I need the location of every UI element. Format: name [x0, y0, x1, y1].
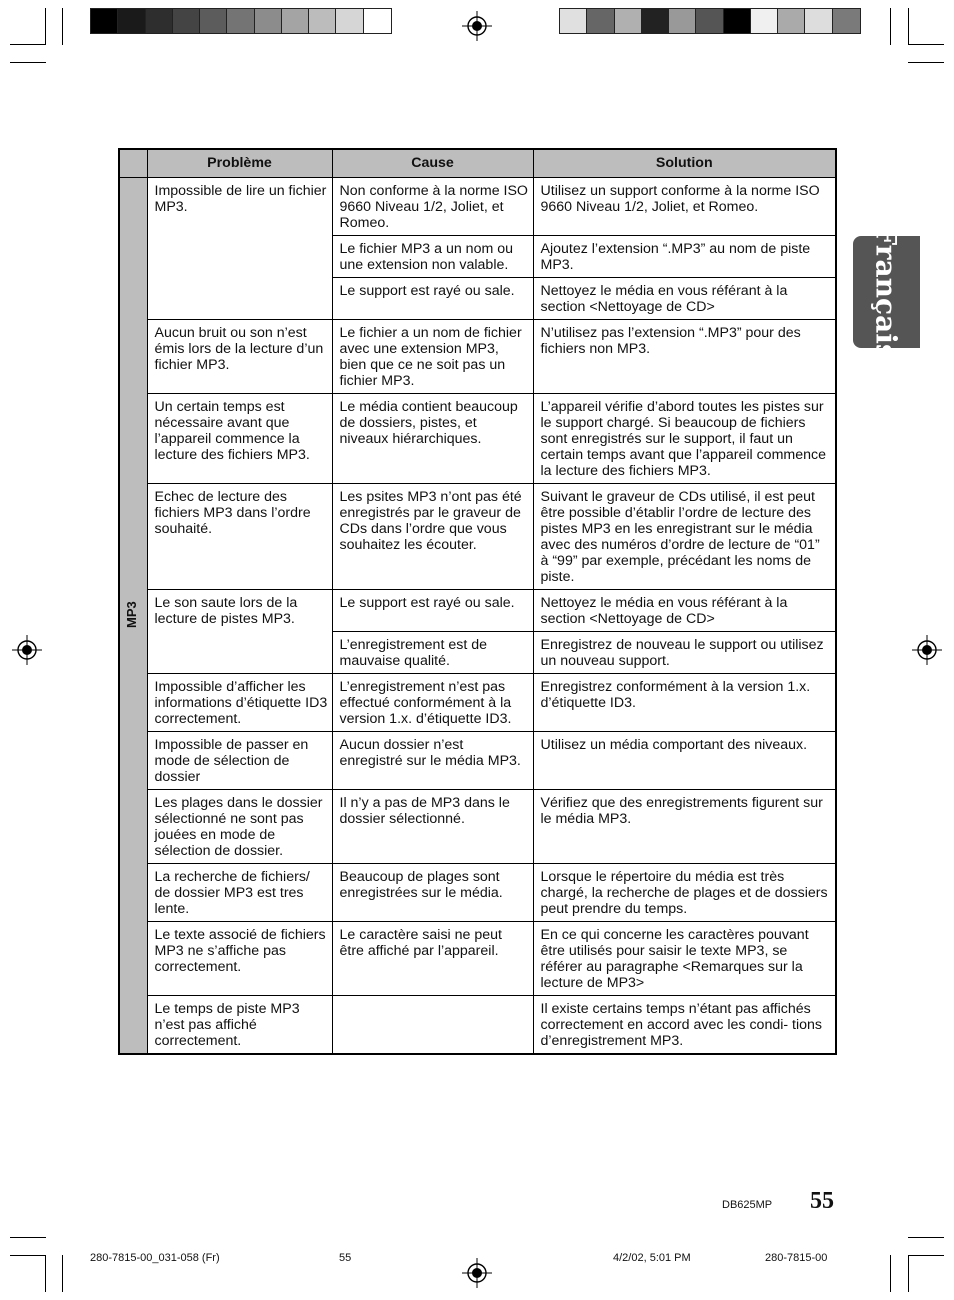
- problem-cell: Le temps de piste MP3 n’est pas affiché correctement.: [147, 996, 332, 1055]
- crop-mark: [10, 62, 46, 63]
- table-row: [119, 484, 836, 590]
- crop-mark: [908, 62, 944, 63]
- crop-mark: [908, 8, 909, 45]
- crop-mark: [10, 1255, 46, 1256]
- color-swatch: [724, 9, 751, 33]
- table-row: [119, 790, 836, 864]
- color-swatch: [336, 9, 363, 33]
- table-header-row: [119, 149, 836, 178]
- crop-mark: [10, 44, 46, 45]
- section-label: MP3: [124, 601, 139, 628]
- color-swatch: [227, 9, 254, 33]
- color-swatch: [282, 9, 309, 33]
- solution-cell: Lorsque le répertoire du média est très chargé, la recherche de plages et de dossiers peut prendre du temps.: [533, 864, 836, 922]
- header-problem: Problème: [147, 149, 332, 178]
- model-code: DB625MP: [722, 1199, 773, 1211]
- registration-mark-icon: [12, 635, 42, 665]
- solution-cell: Il existe certains temps n’étant pas affichés correctement en accord avec les condi- tions d’enregistrement MP3.: [533, 996, 836, 1055]
- problem-cell: La recherche de fichiers/ de dossier MP3 est tres lente.: [147, 864, 332, 922]
- cause-cell: [332, 996, 533, 1055]
- color-swatch: [173, 9, 200, 33]
- color-swatch: [696, 9, 723, 33]
- cause-cell: Aucun dossier n’est enregistré sur le média MP3.: [332, 732, 533, 790]
- table-row: [119, 864, 836, 922]
- crop-mark: [45, 1255, 46, 1292]
- solution-cell: N’utilisez pas l’extension “.MP3” pour des fichiers non MP3.: [533, 320, 836, 394]
- solution-cell: En ce qui concerne les caractères pouvant être utilisés pour saisir le texte MP3, se référer au paragraphe <Remarques sur la lecture de MP3>: [533, 922, 836, 996]
- color-swatch: [309, 9, 336, 33]
- solution-cell: Utilisez un média comportant des niveaux.: [533, 732, 836, 790]
- solution-cell: Vérifiez que des enregistrements figurent sur le média MP3.: [533, 790, 836, 864]
- problem-cell: Aucun bruit ou son n’est émis lors de la lecture d’un fichier MP3.: [147, 320, 332, 394]
- registration-mark-icon: [462, 1258, 492, 1288]
- problem-cell: Un certain temps est nécessaire avant que l’appareil commence la lecture des fichiers MP3.: [147, 394, 332, 484]
- problem-cell: Impossible d’afficher les informations d’étiquette ID3 correctement.: [147, 674, 332, 732]
- color-swatch: [364, 9, 391, 33]
- color-swatch: [642, 9, 669, 33]
- footer-code: 280-7815-00: [765, 1252, 828, 1264]
- solution-cell: Nettoyez le média en vous référant à la section <Nettoyage de CD>: [533, 590, 836, 632]
- registration-mark-icon: [462, 11, 492, 41]
- color-swatch: [669, 9, 696, 33]
- table-row: [119, 732, 836, 790]
- crop-mark: [908, 44, 944, 45]
- cause-cell: Non conforme à la norme ISO 9660 Niveau 1/2, Joliet, et Romeo.: [332, 178, 533, 236]
- problem-cell: Echec de lecture des fichiers MP3 dans l’ordre souhaité.: [147, 484, 332, 590]
- crop-mark: [908, 1237, 944, 1238]
- color-swatch: [778, 9, 805, 33]
- solution-cell: Nettoyez le média en vous référant à la section <Nettoyage de CD>: [533, 278, 836, 320]
- problem-cell: Le texte associé de fichiers MP3 ne s’affiche pas correctement.: [147, 922, 332, 996]
- cause-cell: Le caractère saisi ne peut être affiché par l’appareil.: [332, 922, 533, 996]
- cause-cell: Les psites MP3 n’ont pas été enregistrés par le graveur de CDs dans l’ordre que vous souhaitez les écouter.: [332, 484, 533, 590]
- table-row: [119, 178, 836, 236]
- color-swatch: [255, 9, 282, 33]
- solution-cell: Suivant le graveur de CDs utilisé, il est peut être possible d’établir l’ordre de lecture des pistes MP3 en les enregistrant sur le média avec des numéros d’ordre de lecture de “01” à “99” par exemple, précédant les noms de piste.: [533, 484, 836, 590]
- color-swatch: [560, 9, 587, 33]
- problem-cell: Impossible de lire un fichier MP3.: [147, 178, 332, 320]
- crop-mark: [10, 1237, 46, 1238]
- section-label-cell: [119, 178, 147, 1055]
- cause-cell: Le support est rayé ou sale.: [332, 590, 533, 632]
- crop-mark: [45, 8, 46, 45]
- solution-cell: L’appareil vérifie d’abord toutes les pistes sur le support chargé. Si beaucoup de fichiers sont enregistrés sur le support, il faut un certain temps avant que l’appareil commence la lecture des fichiers MP3.: [533, 394, 836, 484]
- solution-cell: Ajoutez l’extension “.MP3” au nom de piste MP3.: [533, 236, 836, 278]
- cause-cell: Le fichier a un nom de fichier avec une extension MP3, bien que ce ne soit pas un fichier MP3.: [332, 320, 533, 394]
- solution-cell: Enregistrez de nouveau le support ou utilisez un nouveau support.: [533, 632, 836, 674]
- solution-cell: Utilisez un support conforme à la norme ISO 9660 Niveau 1/2, Joliet, et Romeo.: [533, 178, 836, 236]
- table-row: [119, 922, 836, 996]
- crop-mark: [890, 1255, 891, 1292]
- cause-cell: L’enregistrement n’est pas effectué conformément à la version 1.x. d’étiquette ID3.: [332, 674, 533, 732]
- footer-file-name: 280-7815-00_031-058 (Fr): [90, 1252, 220, 1264]
- language-tab-label: Français: [870, 224, 904, 360]
- cause-cell: L’enregistrement est de mauvaise qualité.: [332, 632, 533, 674]
- table-row: [119, 320, 836, 394]
- cause-cell: Le média contient beaucoup de dossiers, pistes, et niveaux hiérarchiques.: [332, 394, 533, 484]
- troubleshooting-table: [118, 148, 837, 1055]
- color-swatch: [91, 9, 118, 33]
- crop-mark: [62, 8, 63, 45]
- color-swatch: [118, 9, 145, 33]
- cause-cell: Le fichier MP3 a un nom ou une extension non valable.: [332, 236, 533, 278]
- header-blank: [119, 149, 147, 178]
- color-swatch: [200, 9, 227, 33]
- color-swatch: [615, 9, 642, 33]
- crop-mark: [908, 1255, 944, 1256]
- color-swatch: [805, 9, 832, 33]
- header-cause: Cause: [332, 149, 533, 178]
- color-swatch: [587, 9, 614, 33]
- problem-cell: Les plages dans le dossier sélectionné ne sont pas jouées en mode de sélection de dossier.: [147, 790, 332, 864]
- problem-cell: Le son saute lors de la lecture de pistes MP3.: [147, 590, 332, 674]
- color-swatch: [146, 9, 173, 33]
- table-row: [119, 590, 836, 632]
- crop-mark: [62, 1255, 63, 1292]
- table-row: [119, 394, 836, 484]
- crop-mark: [890, 8, 891, 45]
- color-calibration-bar-right: [559, 8, 861, 34]
- registration-mark-icon: [912, 635, 942, 665]
- cause-cell: Le support est rayé ou sale.: [332, 278, 533, 320]
- header-solution: Solution: [533, 149, 836, 178]
- page-number: 55: [810, 1188, 834, 1214]
- crop-mark: [908, 1255, 909, 1292]
- cause-cell: Il n’y a pas de MP3 dans le dossier sélectionné.: [332, 790, 533, 864]
- table-row: [119, 996, 836, 1055]
- color-swatch: [751, 9, 778, 33]
- color-calibration-bar-left: [90, 8, 392, 34]
- footer-date: 4/2/02, 5:01 PM: [613, 1252, 691, 1264]
- problem-cell: Impossible de passer en mode de sélection de dossier: [147, 732, 332, 790]
- table-row: [119, 674, 836, 732]
- color-swatch: [833, 9, 860, 33]
- footer-page: 55: [339, 1252, 352, 1264]
- solution-cell: Enregistrez conformément à la version 1.x. d’étiquette ID3.: [533, 674, 836, 732]
- cause-cell: Beaucoup de plages sont enregistrées sur le média.: [332, 864, 533, 922]
